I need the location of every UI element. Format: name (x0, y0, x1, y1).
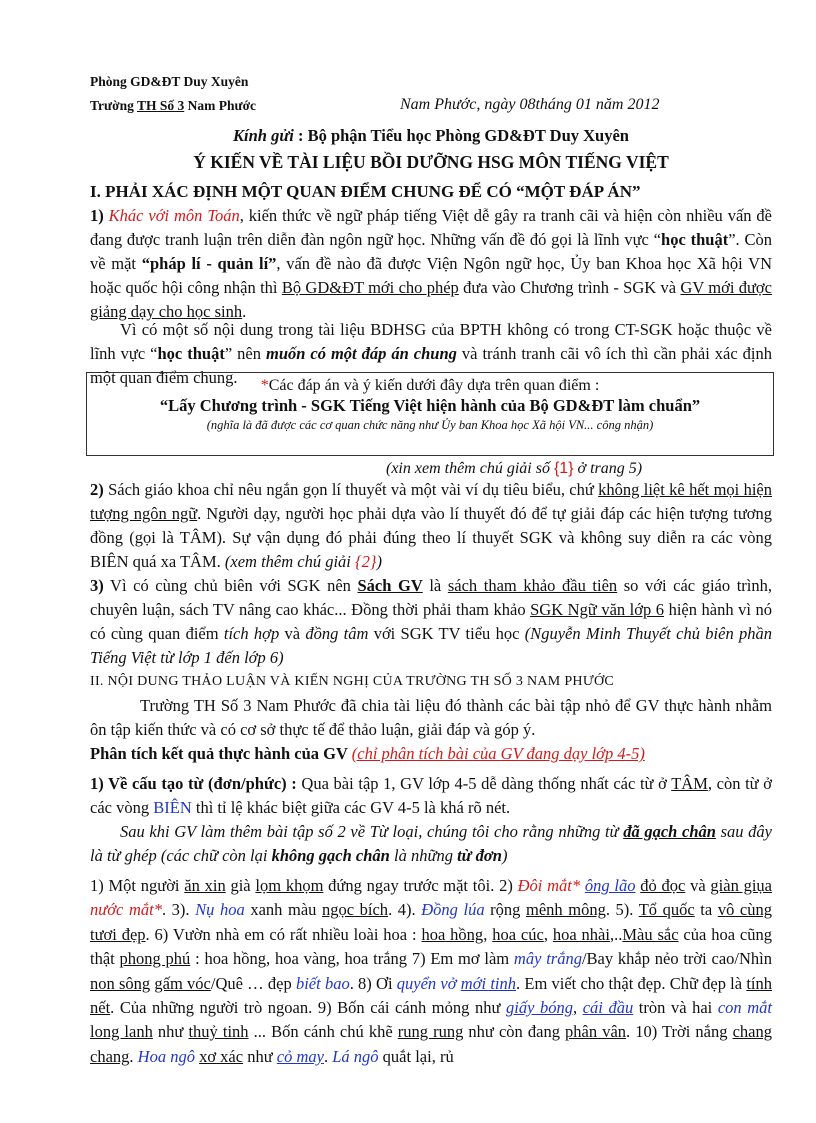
analysis-heading: Phân tích kết quả thực hành của GV (chỉ phân tích bài của GV đang dạy lớp 4-5) (90, 744, 645, 763)
footnote-ref-1: (xin xem thêm chú giải số {1} ở trang 5) (386, 460, 643, 477)
viewpoint-box: *Các đáp án và ý kiến dưới đây dựa trên quan điểm : “Lấy Chương trình - SGK Tiếng Việt hiện hành của Bộ GD&ĐT làm chuẩn” (nghĩa là đã được các cơ quan chức năng như Ủy ban Khoa học Xã hội VN... công nhận) (86, 372, 774, 456)
document-title: Ý KIẾN VỀ TÀI LIỆU BỒI DƯỠNG HSG MÔN TIẾNG VIỆT (193, 152, 669, 172)
recipient-line: Kính gửi : Bộ phận Tiểu học Phòng GD&ĐT Duy Xuyên (233, 126, 629, 145)
paragraph-3: 2) Sách giáo khoa chỉ nêu ngắn gọn lí thuyết và một vài ví dụ tiêu biểu, chứ không liệt kê hết mọi hiện tượng ngôn ngữ. Người dạy, người học phải dựa vào lí thuyết đó để tự giải đáp các hiện tượng tương đồng (gọi là TÂM). Sự vận dụng đó phải đúng theo lí thuyết SGK và không suy diễn ra các vòng BIÊN quá xa TÂM. (xem thêm chú giải {2}) (90, 480, 773, 571)
paragraph-6: 1) Về cấu tạo từ (đơn/phức) : Qua bài tập 1, GV lớp 4-5 dễ dàng thống nhất các từ ở TÂM, còn từ ở các vòng BIÊN thì tỉ lệ khác biệt giữa các GV 4-5 là khá rõ nét. (90, 774, 772, 817)
office-name: Phòng GD&ĐT Duy Xuyên (90, 74, 249, 89)
examples-paragraph: 1) Một người ăn xin già lọm khọm đứng ngay trước mặt tôi. 2) Đôi mắt* ông lão đỏ đọc và giàn giụa nước mắt*. 3). Nụ hoa xanh màu ngọc bích. 4). Đồng lúa rộng mênh mông. 5). Tổ quốc ta vô cùng tươi đẹp. 6) Vườn nhà em có rất nhiều loài hoa : hoa hồng, hoa cúc, hoa nhài,..Màu sắc của hoa cũng thật phong phú : hoa hồng, hoa vàng, hoa trắng 7) Em mơ làm mây trắng/Bay khắp nẻo trời cao/Nhìn non sông gấm vóc/Quê … đẹp biết bao. 8) Ơi quyển vở mới tinh. Em viết cho thật đẹp. Chữ đẹp là tính nết. Của những người trò ngoan. 9) Bốn cái cánh mỏng như giấy bóng, cái đầu tròn và hai con mắt long lanh như thuỷ tinh ... Bốn cánh chú khẽ rung rung như còn đang phân vân. 10) Trời nắng chang chang. Hoa ngô xơ xác như cỏ may. Lá ngô quắt lại, rủ (90, 876, 773, 1066)
paragraph-2: Vì có một số nội dung trong tài liệu BDHSG của BPTH không có trong CT-SGK hoặc thuộc về lĩnh vực “học thuật” nên muốn có một đáp án chung và tránh tranh cãi vô ích thì cần phải xác định một quan điểm chung. (90, 320, 773, 387)
paragraph-4: 3) Vì có cùng chủ biên với SGK nên Sách GV là sách tham khảo đầu tiên so với các giáo trình, chuyên luận, sách TV nâng cao khác... Đồng thời phải tham khảo SGK Ngữ văn lớp 6 hiện hành vì nó có cùng quan điểm tích hợp và đồng tâm với SGK TV tiểu học (Nguyễn Minh Thuyết chủ biên phần Tiếng Việt từ lớp 1 đến lớp 6) (90, 576, 772, 667)
paragraph-5: Trường TH Số 3 Nam Phước đã chia tài liệu đó thành các bài tập nhỏ để GV thực hành nhằm ôn tập kiến thức và có cơ sở thực tế để thảo luận, giải đáp và góp ý. (90, 696, 772, 739)
school-name: Trường TH Số 3 Nam Phước (90, 98, 257, 113)
section-2-heading: II. NỘI DUNG THẢO LUẬN VÀ KIẾN NGHỊ CỦA TRƯỜNG TH SỐ 3 NAM PHƯỚC (90, 674, 615, 689)
document-date: Nam Phước, ngày 08tháng 01 năm 2012 (400, 96, 660, 113)
paragraph-7: Sau khi GV làm thêm bài tập số 2 về Từ loại, chúng tôi cho rằng những từ đã gạch chân sau đây là từ ghép (các chữ còn lại không gạch chân là những từ đơn) (90, 822, 772, 865)
paragraph-1: 1) Khác với môn Toán, kiến thức về ngữ pháp tiếng Việt dễ gây ra tranh cãi và hiện còn nhiều vấn đề đang được tranh luận trên diễn đàn ngôn ngữ học. Những vấn đề đó gọi là lĩnh vực “học thuật”. Còn về mặt “pháp lí - quản lí”, vấn đề nào đã được Viện Ngôn ngữ học, Ủy ban Khoa học Xã hội VN hoặc quốc hội công nhận thì Bộ GD&ĐT mới cho phép đưa vào Chương trình - SGK và GV mới được giảng dạy cho học sinh. (90, 206, 772, 321)
section-1-heading: I. PHẢI XÁC ĐỊNH MỘT QUAN ĐIỂM CHUNG ĐỂ CÓ “MỘT ĐÁP ÁN” (90, 182, 641, 201)
